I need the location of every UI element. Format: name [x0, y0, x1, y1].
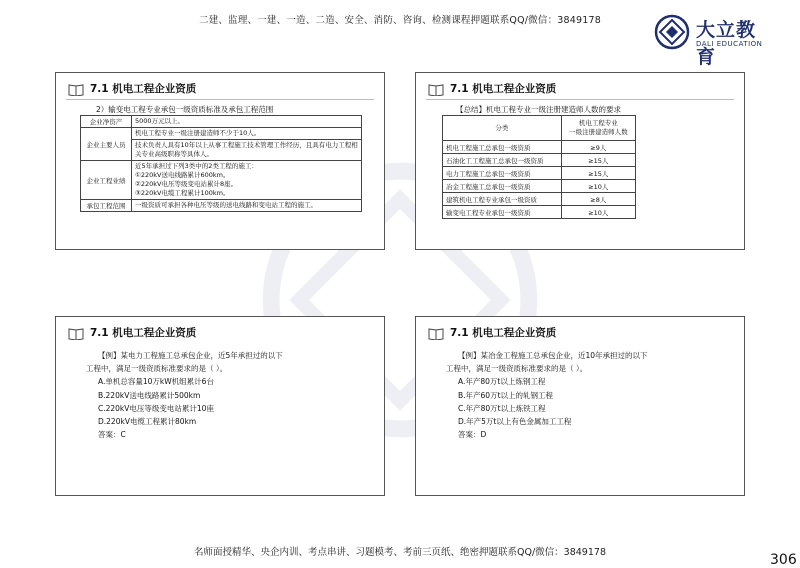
count-cell: ≥10人 [561, 180, 635, 193]
column-header-line: 一级注册建造师人数 [569, 128, 628, 136]
slide-1 [55, 72, 385, 250]
slide-4 [415, 316, 745, 496]
table-caption: 【总结】机电工程专业一级注册建造师人数的要求 [456, 105, 621, 114]
option-d: D.年产5万t以上有色金属加工工程 [458, 417, 572, 427]
book-icon [68, 327, 84, 340]
slide-title [428, 81, 556, 97]
qualification-table [80, 115, 362, 212]
book-icon [428, 327, 444, 340]
table-row [443, 167, 636, 180]
book-icon [428, 83, 444, 96]
question-block [446, 349, 736, 441]
question-block [86, 349, 376, 441]
row-value: ①220kV送电线路累计600km。 [135, 171, 230, 179]
question-stem: 【例】某冶金工程施工总承包企业，近10年承担过的以下 [458, 351, 648, 360]
category-cell: 石油化工工程施工总承包一级资质 [443, 154, 562, 167]
row-value: ②220kV电压等级变电站累计8座。 [135, 180, 238, 188]
slide-title-text: 7.1 机电工程企业资质 [450, 327, 557, 339]
answer: 答案：D [458, 430, 487, 440]
table-row [443, 206, 636, 219]
table-row [81, 116, 362, 128]
slide-title-text: 7.1 机电工程企业资质 [90, 327, 197, 339]
page-number: 306 [770, 552, 797, 568]
count-cell: ≥15人 [561, 167, 635, 180]
category-cell: 电力工程施工总承包一级资质 [443, 167, 562, 180]
footer-contact-text: 名师面授精华、央企内训、考点串讲、习题模考、考前三页纸、绝密押题联系QQ/微信：3849178 [194, 547, 606, 558]
option-b: B.220kV送电线路累计500km [98, 390, 201, 400]
title-divider [66, 99, 374, 100]
table-header-row [443, 116, 636, 141]
row-key: 企业主要人员 [81, 128, 132, 161]
row-value: 5000万元以上。 [132, 116, 362, 128]
header-contact-text: 二建、监理、一建、一造、二造、安全、消防、咨询、检测课程押题联系QQ/微信：3849178 [199, 15, 601, 26]
count-cell: ≥15人 [561, 154, 635, 167]
question-stem: 【例】某电力工程施工总承包企业，近5年承担过的以下 [98, 351, 283, 360]
table-row [81, 200, 362, 212]
logo-name: 大立教育 [696, 19, 757, 68]
table-row [81, 161, 362, 200]
table-row [81, 128, 362, 140]
summary-table [442, 115, 636, 219]
table-row [443, 141, 636, 154]
logo-subtitle: DALI EDUCATION [696, 40, 763, 48]
table-row [443, 180, 636, 193]
option-c: C.220kV电压等级变电站累计10座 [98, 403, 214, 413]
slide-2 [415, 72, 745, 250]
column-header: 分类 [443, 116, 562, 141]
category-cell: 机电工程施工总承包一级资质 [443, 141, 562, 154]
table-row [443, 154, 636, 167]
row-key: 承包工程范围 [81, 200, 132, 212]
category-cell: 冶金工程施工总承包一级资质 [443, 180, 562, 193]
option-c: C.年产80万t以上炼铁工程 [458, 403, 546, 413]
title-divider [426, 99, 734, 100]
column-header-line: 机电工程专业 [578, 119, 618, 127]
row-value-group [132, 161, 362, 200]
count-cell: ≥9人 [561, 141, 635, 154]
count-cell: ≥8人 [561, 193, 635, 206]
option-a: A.年产80万t以上炼钢工程 [458, 377, 546, 387]
count-cell: ≥10人 [561, 206, 635, 219]
column-header [561, 116, 635, 141]
slide-title [68, 81, 196, 97]
slide-title [428, 325, 556, 341]
option-d: D.220kV电缆工程累计80km [98, 417, 197, 427]
slide-title [68, 325, 196, 341]
category-cell: 输变电工程专业承包一级资质 [443, 206, 562, 219]
slide-title-text: 7.1 机电工程企业资质 [450, 83, 557, 95]
slide-3 [55, 316, 385, 496]
question-stem: 工程中，满足一级资质标准要求的是（ ）。 [86, 364, 228, 374]
row-value: 技术负责人具有10年以上从事工程施工技术管理工作经历，且具有电力工程相关专业高级职称等具体人。 [132, 140, 362, 161]
row-value: 机电工程专业一级注册建造师不少于10人。 [132, 128, 362, 140]
book-icon [68, 83, 84, 96]
row-value: ③220kV电缆工程累计100km。 [135, 189, 230, 197]
table-caption: 2）输变电工程专业承包一级资质标准及承包工程范围 [96, 105, 274, 114]
row-value: 近5年承担过下列3类中的2类工程的施工： [135, 162, 258, 170]
brand-logo [654, 14, 774, 68]
option-a: A.单机总容量10万kW机组累计6台 [98, 377, 214, 387]
dali-logo-icon [654, 14, 690, 50]
answer: 答案：C [98, 430, 126, 440]
table-row [443, 193, 636, 206]
option-b: B.年产60万t以上的轧钢工程 [458, 390, 554, 400]
row-key: 企业工程业绩 [81, 161, 132, 200]
question-stem: 工程中，满足一级资质标准要求的是（ ）。 [446, 364, 588, 374]
row-key: 企业净资产 [81, 116, 132, 128]
category-cell: 建筑机电工程专业承包一级资质 [443, 193, 562, 206]
slide-title-text: 7.1 机电工程企业资质 [90, 83, 197, 95]
row-value: 一级资质可承担各种电压等级的送电线路和变电站工程的施工。 [132, 200, 362, 212]
